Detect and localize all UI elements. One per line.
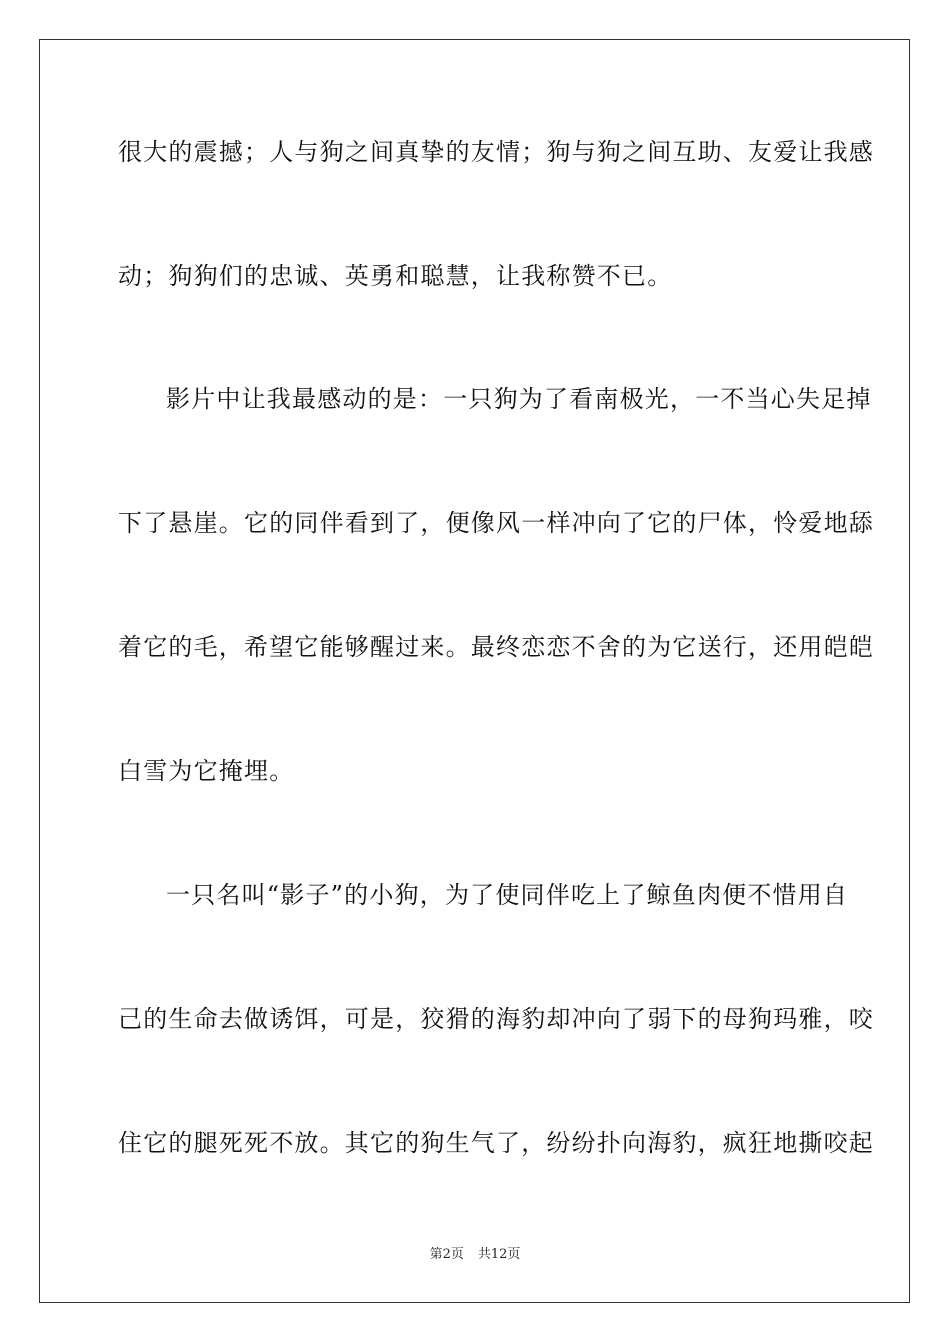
- body-line-4: 下了悬崖。它的同伴看到了，便像风一样冲向了它的尸体，怜爱地舔: [118, 509, 874, 537]
- page-border: [39, 39, 910, 1303]
- body-line-7: 一只名叫“影子”的小狗，为了使同伴吃上了鲸鱼肉便不惜用自: [166, 881, 849, 909]
- body-line-5: 着它的毛，希望它能够醒过来。最终恋恋不舍的为它送行，还用皑皑: [118, 633, 874, 661]
- body-line-1: 很大的震撼；人与狗之间真挚的友情；狗与狗之间互助、友爱让我感: [118, 138, 874, 166]
- body-line-6: 白雪为它掩埋。: [118, 757, 295, 785]
- body-line-3: 影片中让我最感动的是：一只狗为了看南极光，一不当心失足掉: [166, 385, 872, 413]
- body-line-8: 己的生命去做诱饵，可是，狡猾的海豹却冲向了弱下的母狗玛雅，咬: [118, 1005, 874, 1033]
- page-footer: [0, 1246, 950, 1264]
- body-line-2: 动；狗狗们的忠诚、英勇和聪慧，让我称赞不已。: [118, 262, 673, 290]
- page-total: 共12页: [477, 1247, 521, 1262]
- body-line-9: 住它的腿死死不放。其它的狗生气了，纷纷扑向海豹，疯狂地撕咬起: [118, 1129, 874, 1157]
- page-number: 第2页: [429, 1247, 464, 1262]
